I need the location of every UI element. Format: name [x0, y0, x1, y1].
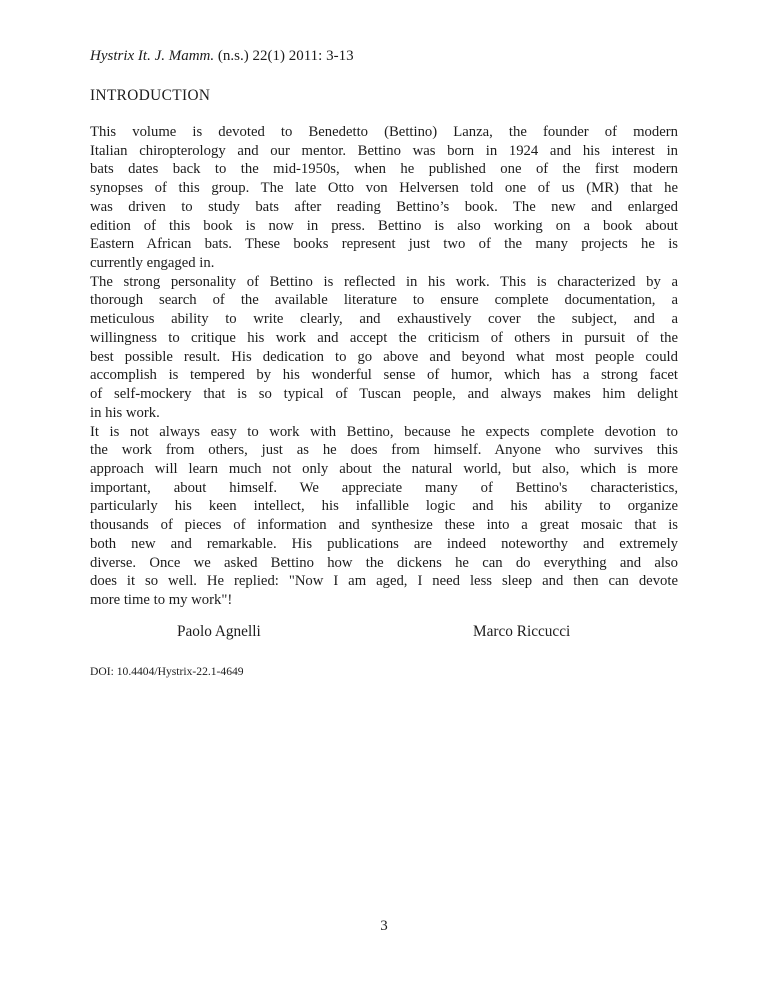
text-line: both new and remarkable. His publications are indeed noteworthy and extremely [90, 535, 678, 552]
text-line: the work from others, just as he does from himself. Anyone who survives this [90, 442, 678, 459]
text-line: thorough search of the available literature to ensure complete documentation, a [90, 292, 678, 309]
paragraph-1 [90, 123, 678, 273]
body-text [90, 123, 678, 610]
page-number: 3 [380, 918, 388, 934]
text-line: was driven to study bats after reading Bettino’s book. The new and enlarged [90, 198, 678, 215]
text-line: diverse. Once we asked Bettino how the dickens he can do everything and also [90, 554, 678, 571]
journal-title: Hystrix It. J. Mamm. [90, 48, 215, 64]
text-line: currently engaged in. [90, 255, 215, 272]
text-line: particularly his keen intellect, his infallible logic and his ability to organize [90, 498, 678, 515]
signature-author-left: Paolo Agnelli [177, 623, 261, 640]
signatures-row [0, 622, 768, 642]
text-line: bats dates back to the mid-1950s, when he published one of the first modern [90, 161, 678, 178]
text-line: more time to my work"! [90, 591, 233, 608]
text-line: does it so well. He replied: "Now I am aged, I need less sleep and then can devote [90, 573, 678, 590]
text-line: Italian chiropterology and our mentor. Bettino was born in 1924 and his interest in [90, 142, 678, 159]
text-line: best possible result. His dedication to go above and beyond what most people could [90, 348, 678, 365]
text-line: approach will learn much not only about the natural world, but also, which is more [90, 460, 678, 477]
text-line: synopses of this group. The late Otto von Helversen told one of us (MR) that he [90, 180, 678, 197]
paragraph-3 [90, 423, 678, 610]
text-line: important, about himself. We appreciate many of Bettino's characteristics, [90, 479, 678, 496]
text-line: meticulous ability to write clearly, and exhaustively cover the subject, and a [90, 311, 678, 328]
signature-author-right: Marco Riccucci [473, 623, 571, 640]
text-line: It is not always easy to work with Bettino, because he expects complete devotion to [90, 423, 678, 440]
text-line: The strong personality of Bettino is reflected in his work. This is characterized by a [90, 273, 678, 290]
paragraph-2 [90, 273, 678, 423]
text-line: Eastern African bats. These books represent just two of the many projects he is [90, 236, 678, 253]
text-line: willingness to critique his work and accept the criticism of others in pursuit of the [90, 329, 678, 346]
text-line: in his work. [90, 404, 160, 421]
text-line: This volume is devoted to Benedetto (Bettino) Lanza, the founder of modern [90, 124, 678, 140]
text-line: of self-mockery that is so typical of Tuscan people, and always makes him delight [90, 386, 678, 403]
section-heading: INTRODUCTION [90, 87, 211, 104]
text-line: thousands of pieces of information and synthesize these into a great mosaic that is [90, 517, 678, 534]
doi-line: DOI: 10.4404/Hystrix-22.1-4649 [90, 665, 244, 678]
journal-header [90, 47, 354, 66]
text-line: edition of this book is now in press. Bettino is also working on a book about [90, 217, 678, 234]
text-line: accomplish is tempered by his wonderful sense of humor, which has a strong facet [90, 367, 678, 384]
journal-citation: (n.s.) 22(1) 2011: 3-13 [214, 48, 354, 64]
